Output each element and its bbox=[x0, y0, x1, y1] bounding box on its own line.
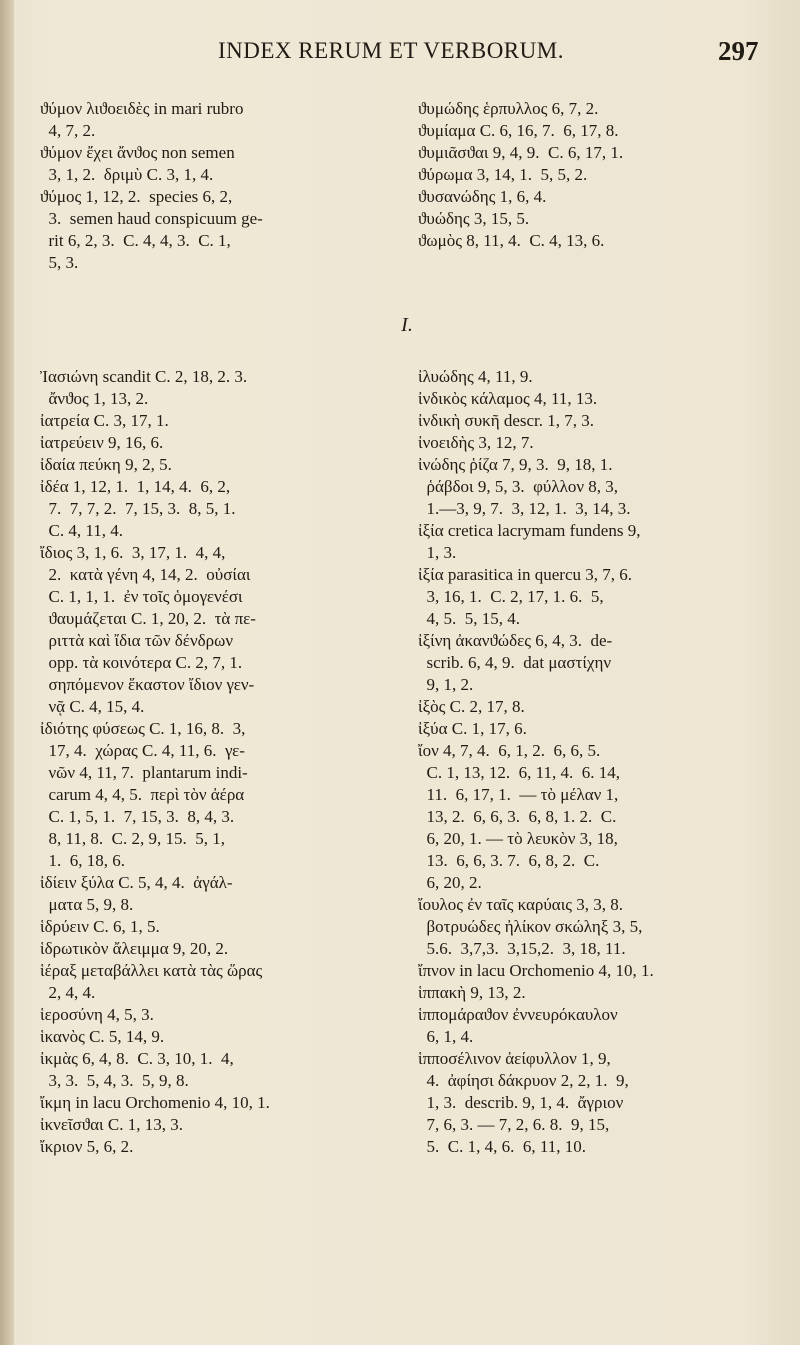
index-line: C. 4, 11, 4. bbox=[40, 521, 123, 540]
index-line: ϑαυμάζεται C. 1, 20, 2. τὰ πε- bbox=[40, 609, 256, 628]
index-line: ἰξία parasitica in quercu 3, 7, 6. bbox=[418, 565, 632, 584]
index-line: ἱδρωτικὸν ἄλειμμα 9, 20, 2. bbox=[40, 939, 229, 958]
index-line: ἰνοειδὴς 3, 12, 7. bbox=[418, 433, 534, 452]
index-line: 5, 3. bbox=[40, 253, 79, 272]
index-line: ἰξία cretica lacrymam fundens 9, bbox=[418, 521, 641, 540]
index-line: 8, 11, 8. C. 2, 9, 15. 5, 1, bbox=[40, 829, 225, 848]
index-line: 1, 3. describ. 9, 1, 4. ἄγριον bbox=[418, 1093, 624, 1112]
index-line: ἰξύα C. 1, 17, 6. bbox=[418, 719, 527, 738]
index-line: 7. 7, 7, 2. 7, 15, 3. 8, 5, 1. bbox=[40, 499, 236, 518]
index-line: scrib. 6, 4, 9. dat μαστίχην bbox=[418, 653, 612, 672]
index-line: ἰδαία πεύκη 9, 2, 5. bbox=[40, 455, 172, 474]
index-line: ἱεροσύνη 4, 5, 3. bbox=[40, 1005, 154, 1024]
index-line: ἰξὸς C. 2, 17, 8. bbox=[418, 697, 525, 716]
index-line: 4, 7, 2. bbox=[40, 121, 96, 140]
index-line: ϑωμὸς 8, 11, 4. C. 4, 13, 6. bbox=[418, 231, 605, 250]
index-line: ϑυμιᾶσϑαι 9, 4, 9. C. 6, 17, 1. bbox=[418, 143, 624, 162]
index-line: 6, 20, 2. bbox=[418, 873, 482, 892]
index-line: 17, 4. χώρας C. 4, 11, 6. γε- bbox=[40, 741, 245, 760]
index-line: ϑυμώδης ἑρπυλλος 6, 7, 2. bbox=[418, 99, 599, 118]
index-line: 3, 1, 2. δριμὺ C. 3, 1, 4. bbox=[40, 165, 214, 184]
upper-left-column bbox=[40, 98, 400, 274]
index-line: 1, 3. bbox=[418, 543, 457, 562]
index-line: νῶν 4, 11, 7. plantarum indi- bbox=[40, 763, 248, 782]
index-line: ματα 5, 9, 8. bbox=[40, 895, 134, 914]
index-line: 3. semen haud conspicuum ge- bbox=[40, 209, 263, 228]
index-line: ϑύμος 1, 12, 2. species 6, 2, bbox=[40, 187, 233, 206]
index-line: 13, 2. 6, 6, 3. 6, 8, 1. 2. C. bbox=[418, 807, 617, 826]
index-line: ἰλυώδης 4, 11, 9. bbox=[418, 367, 533, 386]
index-line: ἰδίειν ξύλα C. 5, 4, 4. ἀγάλ- bbox=[40, 873, 233, 892]
index-line: 4, 5. 5, 15, 4. bbox=[418, 609, 520, 628]
index-line: ἴδιος 3, 1, 6. 3, 17, 1. 4, 4, bbox=[40, 543, 226, 562]
index-line: ἱππακὴ 9, 13, 2. bbox=[418, 983, 526, 1002]
upper-right-column bbox=[418, 98, 778, 252]
page-binding-edge bbox=[0, 0, 14, 1345]
index-line: ἴπνον in lacu Orchomenio 4, 10, 1. bbox=[418, 961, 654, 980]
index-line: ἱππομάραϑον ἐννευρόκαυλον bbox=[418, 1005, 618, 1024]
index-line: ἰδέα 1, 12, 1. 1, 14, 4. 6, 2, bbox=[40, 477, 231, 496]
index-line: ἄνϑος 1, 13, 2. bbox=[40, 389, 149, 408]
index-line: 2. κατὰ γένη 4, 14, 2. οὐσίαι bbox=[40, 565, 251, 584]
index-line: ἰατρεύειν 9, 16, 6. bbox=[40, 433, 164, 452]
index-line: 9, 1, 2. bbox=[418, 675, 474, 694]
index-line: 5.6. 3,7,3. 3,15,2. 3, 18, 11. bbox=[418, 939, 626, 958]
page-number: 297 bbox=[718, 36, 759, 66]
index-line: 6, 20, 1. — τὸ λευκὸν 3, 18, bbox=[418, 829, 618, 848]
index-line: 5. C. 1, 4, 6. 6, 11, 10. bbox=[418, 1137, 586, 1156]
page-title: INDEX RERUM ET VERBORUM. bbox=[218, 38, 564, 63]
index-line: 3, 3. 5, 4, 3. 5, 9, 8. bbox=[40, 1071, 189, 1090]
index-line: ϑυώδης 3, 15, 5. bbox=[418, 209, 530, 228]
running-head bbox=[0, 38, 800, 68]
index-line: C. 1, 1, 1. ἐν τοῖς ὁμογενέσι bbox=[40, 587, 243, 606]
index-line: ϑυμίαμα C. 6, 16, 7. 6, 17, 8. bbox=[418, 121, 619, 140]
index-line: ἱέραξ μεταβάλλει κατὰ τὰς ὥρας bbox=[40, 961, 263, 980]
index-line: ριττὰ καὶ ἴδια τῶν δένδρων bbox=[40, 631, 234, 650]
index-line: 13. 6, 6, 3. 7. 6, 8, 2. C. bbox=[418, 851, 600, 870]
index-line: opp. τὰ κοινότερα C. 2, 7, 1. bbox=[40, 653, 243, 672]
index-line: ἰκμὰς 6, 4, 8. C. 3, 10, 1. 4, bbox=[40, 1049, 234, 1068]
index-line: ἴουλος ἐν ταῖς καρύαις 3, 3, 8. bbox=[418, 895, 624, 914]
index-line: ϑύμον λιϑοειδὲς in mari rubro bbox=[40, 99, 244, 118]
index-line: ϑυσανώδης 1, 6, 4. bbox=[418, 187, 547, 206]
index-line: ϑύρωμα 3, 14, 1. 5, 5, 2. bbox=[418, 165, 588, 184]
index-line: νᾷ C. 4, 15, 4. bbox=[40, 697, 145, 716]
index-line: C. 1, 5, 1. 7, 15, 3. 8, 4, 3. bbox=[40, 807, 235, 826]
index-line: Ἰασιώνη scandit C. 2, 18, 2. 3. bbox=[40, 367, 248, 386]
index-line: rit 6, 2, 3. C. 4, 4, 3. C. 1, bbox=[40, 231, 231, 250]
index-line: ῥάβδοι 9, 5, 3. φύλλον 8, 3, bbox=[418, 477, 619, 496]
index-line: ἱδρύειν C. 6, 1, 5. bbox=[40, 917, 160, 936]
index-line: ἰνώδης ῥίζα 7, 9, 3. 9, 18, 1. bbox=[418, 455, 613, 474]
index-line: 7, 6, 3. — 7, 2, 6. 8. 9, 15, bbox=[418, 1115, 610, 1134]
index-line: ἴκριον 5, 6, 2. bbox=[40, 1137, 134, 1156]
index-line: ἱκανὸς C. 5, 14, 9. bbox=[40, 1027, 165, 1046]
index-line: ἴκμη in lacu Orchomenio 4, 10, 1. bbox=[40, 1093, 270, 1112]
index-line: 2, 4, 4. bbox=[40, 983, 96, 1002]
index-line: ἰατρεία C. 3, 17, 1. bbox=[40, 411, 169, 430]
index-line: ἴον 4, 7, 4. 6, 1, 2. 6, 6, 5. bbox=[418, 741, 601, 760]
index-line: carum 4, 4, 5. περὶ τὸν ἀέρα bbox=[40, 785, 245, 804]
index-line: ϑύμον ἔχει ἄνϑος non semen bbox=[40, 143, 235, 162]
index-line: ἰκνεῖσϑαι C. 1, 13, 3. bbox=[40, 1115, 183, 1134]
index-line: ἰδιότης φύσεως C. 1, 16, 8. 3, bbox=[40, 719, 246, 738]
index-line: 11. 6, 17, 1. — τὸ μέλαν 1, bbox=[418, 785, 619, 804]
index-line: ἰξίνη ἀκανϑώδες 6, 4, 3. de- bbox=[418, 631, 613, 650]
index-line: 3, 16, 1. C. 2, 17, 1. 6. 5, bbox=[418, 587, 604, 606]
index-line: 6, 1, 4. bbox=[418, 1027, 474, 1046]
index-line: 4. ἀφίησι δάκρυον 2, 2, 1. 9, bbox=[418, 1071, 629, 1090]
index-line: ἰνδικὸς κάλαμος 4, 11, 13. bbox=[418, 389, 598, 408]
index-line: ἰνδικὴ συκῆ descr. 1, 7, 3. bbox=[418, 411, 595, 430]
index-line: 1. 6, 18, 6. bbox=[40, 851, 125, 870]
index-line: βοτρυώδες ἠλίκον σκώληξ 3, 5, bbox=[418, 917, 643, 936]
index-line: C. 1, 13, 12. 6, 11, 4. 6. 14, bbox=[418, 763, 620, 782]
index-line: σηπόμενον ἕκαστον ἴδιον γεν- bbox=[40, 675, 255, 694]
lower-right-column bbox=[418, 366, 778, 1158]
index-line: ἱπποσέλινον ἀείφυλλον 1, 9, bbox=[418, 1049, 611, 1068]
section-letter: I. bbox=[401, 314, 413, 336]
index-line: 1.—3, 9, 7. 3, 12, 1. 3, 14, 3. bbox=[418, 499, 631, 518]
lower-left-column bbox=[40, 366, 400, 1158]
